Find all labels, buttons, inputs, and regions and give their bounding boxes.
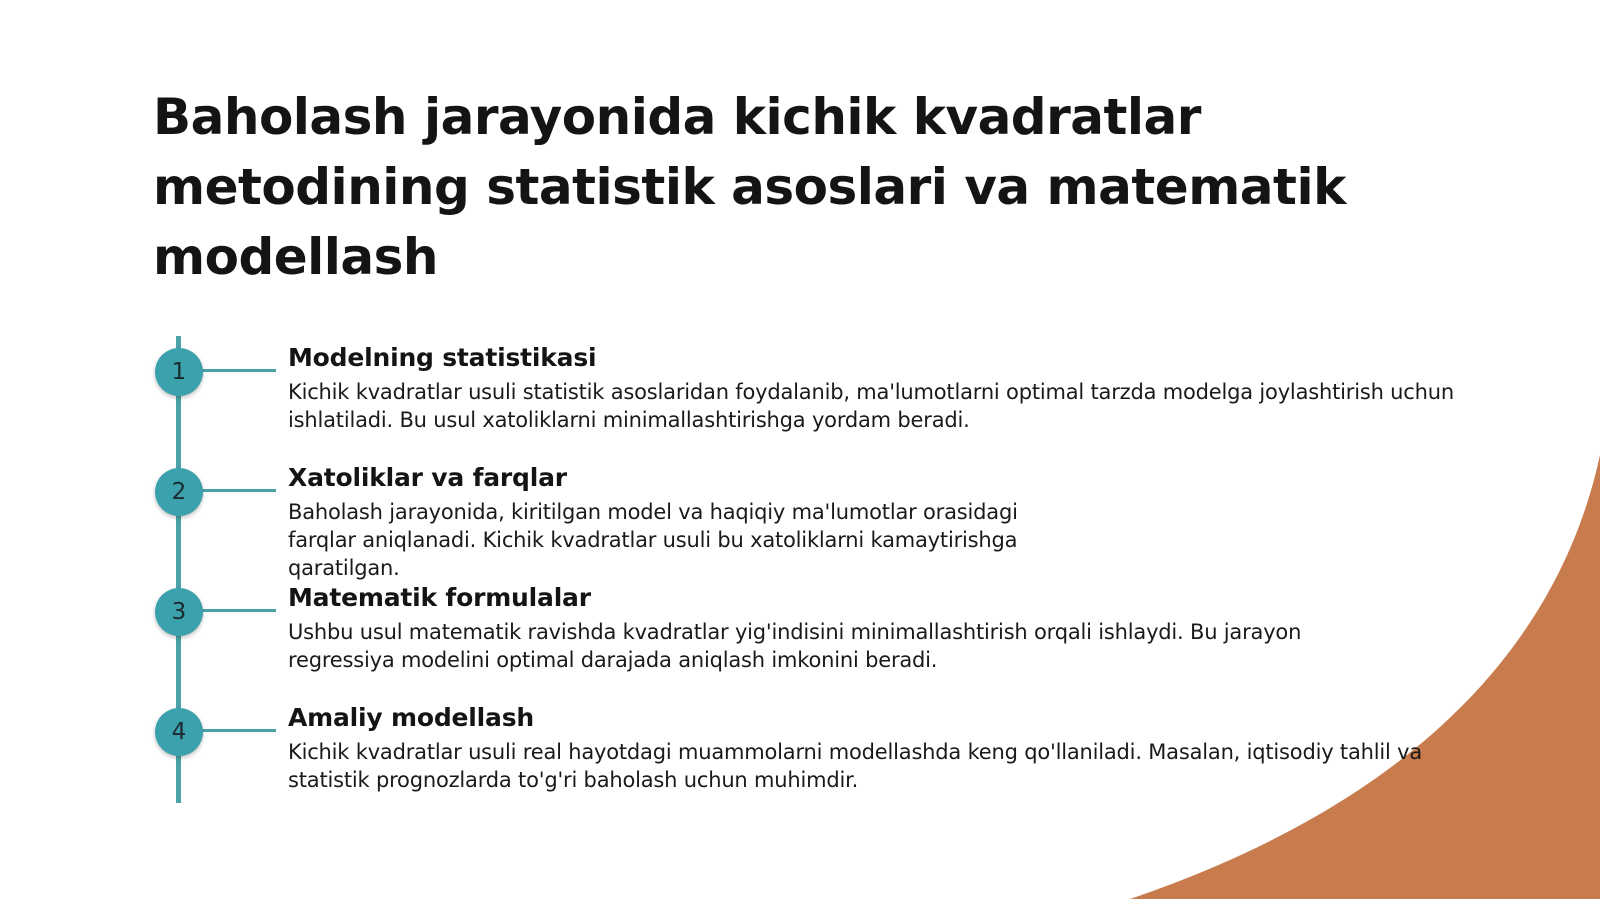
slide-title: Baholash jarayonida kichik kvadratlar metodining statistik asoslari va matematik modellash [153, 88, 1346, 286]
step-description: Ushbu usul matematik ravishda kvadratlar yig'indisini minimallashtirish orqali ishlaydi. Bu jarayon regressiya modelini optimal darajada aniqlash imkonini beradi. [288, 620, 1302, 672]
step-number-badge: 3 [155, 588, 203, 636]
step-title: Modelning statistikasi [288, 343, 597, 372]
step-description: Baholash jarayonida, kiritilgan model va haqiqiy ma'lumotlar orasidagi farqlar aniqlanadi. Kichik kvadratlar usuli bu xatoliklarni kamaytirishga qaratilgan. [288, 500, 1018, 580]
step-number-badge: 4 [155, 708, 203, 756]
step-title: Xatoliklar va farqlar [288, 463, 567, 492]
step-description: Kichik kvadratlar usuli real hayotdagi muammolarni modellashda keng qo'llaniladi. Masalan, iqtisodiy tahlil va statistik prognozlarda to'g'ri baholash uchun muhimdir. [288, 740, 1423, 792]
step-title: Matematik formulalar [288, 583, 591, 612]
step-title: Amaliy modellash [288, 703, 534, 732]
step-number-badge: 1 [155, 348, 203, 396]
step-description: Kichik kvadratlar usuli statistik asoslaridan foydalanib, ma'lumotlarni optimal tarzda modelga joylashtirish uchun ishlatiladi. Bu usul xatoliklarni minimallashtirishga yordam beradi. [288, 380, 1454, 432]
step-number-badge: 2 [155, 468, 203, 516]
